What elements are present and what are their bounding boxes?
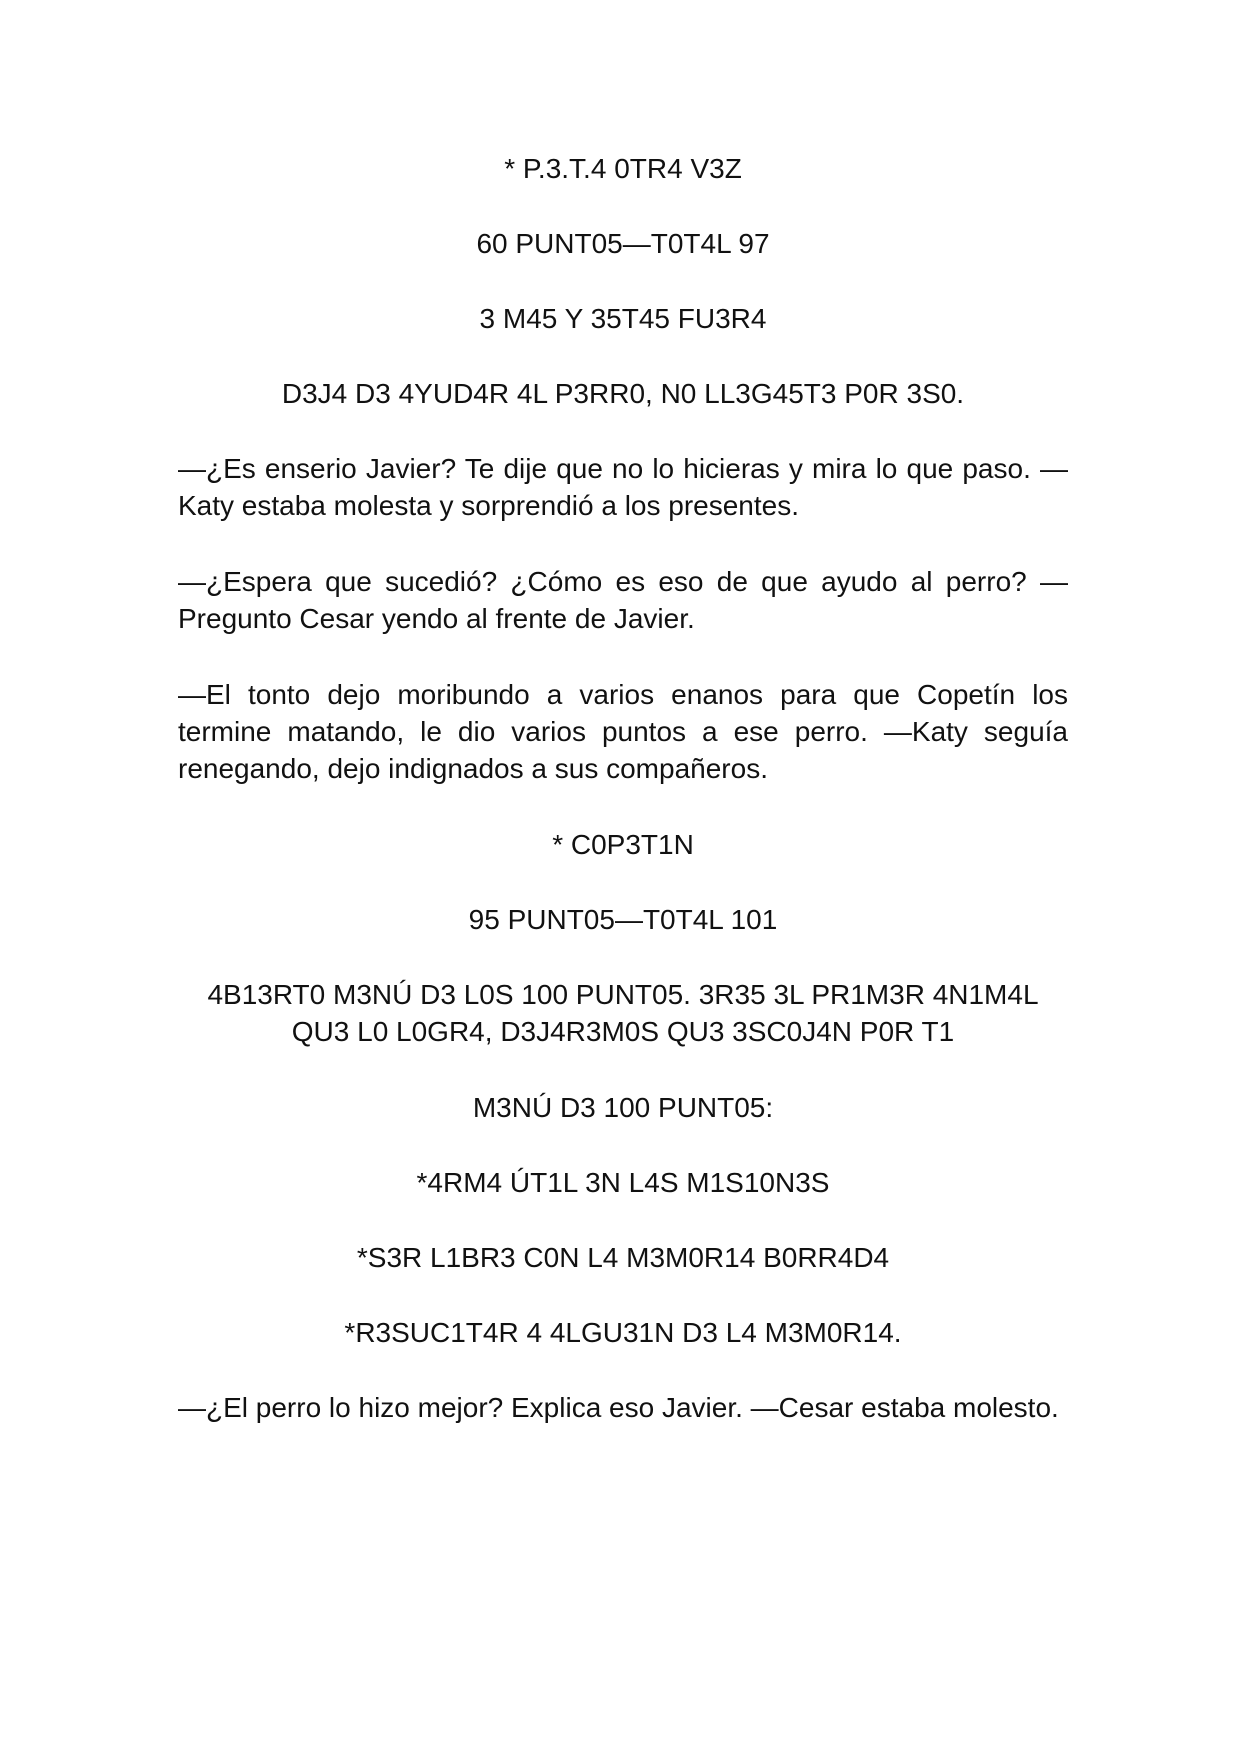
- menu-option: *R3SUC1T4R 4 4LGU31N D3 L4 M3M0R14.: [344, 1317, 902, 1348]
- status-heading-copetin: * C0P3T1N: [552, 829, 694, 860]
- status-heading-peta: * P.3.T.4 0TR4 V3Z: [504, 153, 742, 184]
- dialogue-paragraph: —¿Espera que sucedió? ¿Cómo es eso de que ayudo al perro? —Pregunto Cesar yendo al frente de Javier.: [178, 566, 1068, 634]
- menu-option: *4RM4 ÚT1L 3N L4S M1S10N3S: [416, 1167, 830, 1198]
- menu-title: M3NÚ D3 100 PUNT05:: [472, 1092, 774, 1123]
- dialogue-paragraph: —¿Es enserio Javier? Te dije que no lo hicieras y mira lo que paso. —Katy estaba molesta y sorprendió a los presentes.: [178, 453, 1068, 521]
- lives-stamina-line: 3 M45 Y 35T45 FU3R4: [479, 303, 767, 334]
- dialogue-paragraph: —El tonto dejo moribundo a varios enanos para que Copetín los termine matando, le dio varios puntos a ese perro. —Katy seguía renegando, dejo indignados a sus compañeros.: [178, 679, 1068, 784]
- system-message-menu: 4B13RT0 M3NÚ D3 L0S 100 PUNT05. 3R35 3L PR1M3R 4N1M4L QU3 L0 L0GR4, D3J4R3M0S QU3 3SC0J4N P0R T1: [207, 979, 1039, 1047]
- system-message-dog: D3J4 D3 4YUD4R 4L P3RR0, N0 LL3G45T3 P0R 3S0.: [281, 378, 965, 409]
- dialogue-paragraph: —¿El perro lo hizo mejor? Explica eso Javier. —Cesar estaba molesto.: [178, 1392, 1059, 1423]
- points-line-peta: 60 PUNT05—T0T4L 97: [476, 228, 770, 259]
- menu-option: *S3R L1BR3 C0N L4 M3M0R14 B0RR4D4: [356, 1242, 890, 1273]
- points-line-copetin: 95 PUNT05—T0T4L 101: [468, 904, 778, 935]
